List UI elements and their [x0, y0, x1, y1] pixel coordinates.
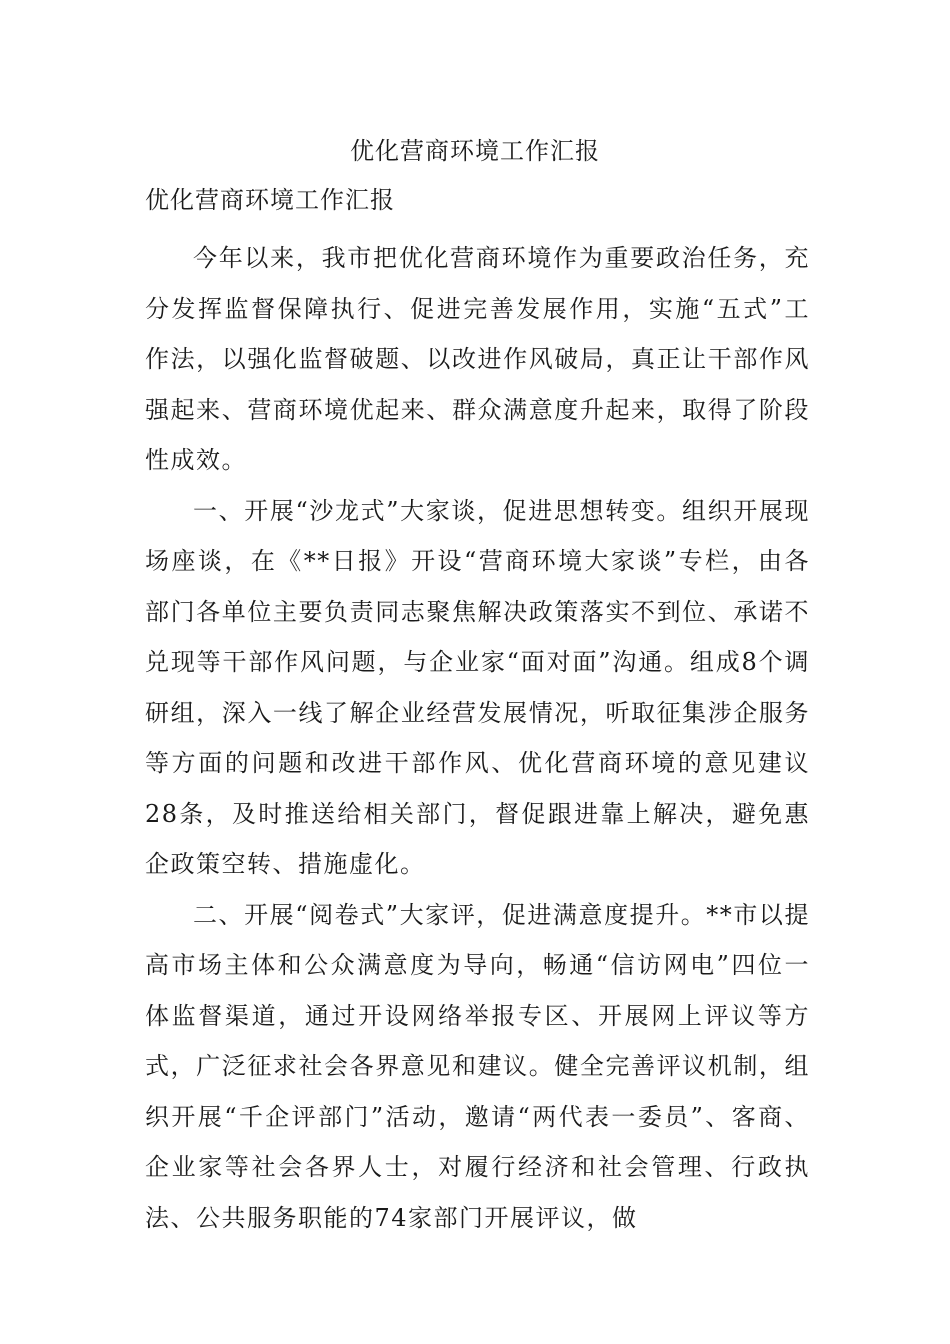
paragraph-section-one: 一、开展“沙龙式”大家谈，促进思想转变。组织开展现场座谈，在《**日报》开设“营商环境大家谈”专栏，由各部门各单位主要负责同志聚焦解决政策落实不到位、承诺不兑现等干部作风问题，与企业家“面对面”沟通。组成8个调研组，深入一线了解企业经营发展情况，听取征集涉企服务等方面的问题和改进干部作风、优化营商环境的意见建议28条，及时推送给相关部门，督促跟进靠上解决，避免惠企政策空转、措施虚化。	[145, 496, 810, 878]
document-title: 优化营商环境工作汇报	[350, 137, 600, 165]
paragraph-section-two: 二、开展“阅卷式”大家评，促进满意度提升。**市以提高市场主体和公众满意度为导向，畅通“信访网电”四位一体监督渠道，通过开设网络举报专区、开展网上评议等方式，广泛征求社会各界意见和建议。健全完善评议机制，组织开展“千企评部门”活动，邀请“两代表一委员”、客商、企业家等社会各界人士，对履行经济和社会管理、行政执法、公共服务职能的74家部门开展评议，做	[145, 900, 810, 1232]
document-body	[145, 233, 810, 1243]
document-subtitle: 优化营商环境工作汇报	[145, 186, 395, 214]
paragraph-intro: 今年以来，我市把优化营商环境作为重要政治任务，充分发挥监督保障执行、促进完善发展作用，实施“五式”工作法，以强化监督破题、以改进作风破局，真正让干部作风强起来、营商环境优起来、群众满意度升起来，取得了阶段性成效。	[145, 244, 810, 474]
